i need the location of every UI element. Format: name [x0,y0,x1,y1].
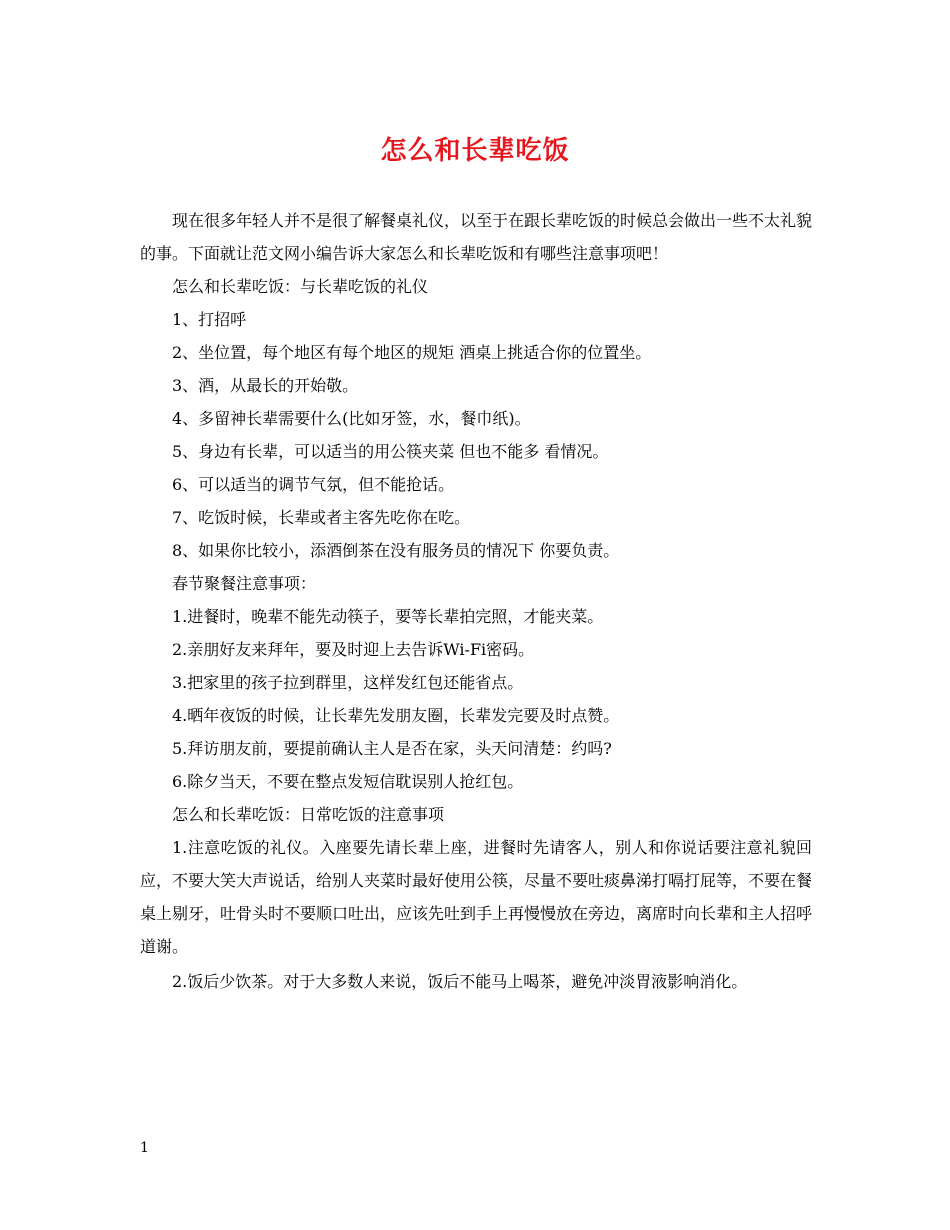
list-item: 3.把家里的孩子拉到群里，这样发红包还能省点。 [172,673,524,692]
list-item: 2.亲朋好友来拜年，要及时迎上去告诉Wi-Fi密码。 [172,640,535,659]
list-item: 6、可以适当的调节气氛，但不能抢话。 [172,475,455,494]
list-item: 1.进餐时，晚辈不能先动筷子，要等长辈拍完照，才能夹菜。 [172,607,604,626]
list-item: 8、如果你比较小，添酒倒茶在没有服务员的情况下 你要负责。 [172,541,620,560]
list-item: 5、身边有长辈，可以适当的用公筷夹菜 但也不能多 看情况。 [172,442,609,461]
list-item: 3、酒，从最长的开始敬。 [172,376,359,395]
list-item: 1、打招呼 [172,310,247,329]
section-heading: 怎么和长辈吃饭：与长辈吃饭的礼仪 [172,277,429,296]
page-title: 怎么和长辈吃饭 [380,136,570,166]
section-heading: 怎么和长辈吃饭：日常吃饭的注意事项 [172,805,445,824]
list-item: 1.注意吃饭的礼仪。入座要先请长辈上座，进餐时先请客人，别人和你说话要注意礼貌回应，不要大笑大声说话，给别人夹菜时最好使用公筷，尽量不要吐痰鼻涕打嗝打屁等，不要在餐桌上剔牙，吐骨头时不要顺口吐出，应该先吐到手上再慢慢放在旁边，离席时向长辈和主人招呼道谢。 [140,838,813,956]
section-heading: 春节聚餐注意事项： [172,574,317,593]
list-item: 4.晒年夜饭的时候，让长辈先发朋友圈，长辈发完要及时点赞。 [172,706,620,725]
list-item: 7、吃饭时候，长辈或者主客先吃你在吃。 [172,508,471,527]
list-item: 2、坐位置，每个地区有每个地区的规矩 酒桌上挑适合你的位置坐。 [172,343,652,362]
document-body [140,204,812,998]
page-number: 1 [140,1140,149,1156]
list-item: 4、多留神长辈需要什么(比如牙签，水，餐巾纸)。 [172,409,531,428]
list-item: 6.除夕当天，不要在整点发短信耽误别人抢红包。 [172,772,524,791]
list-item: 5.拜访朋友前，要提前确认主人是否在家，头天问清楚：约吗? [172,739,612,758]
intro-paragraph: 现在很多年轻人并不是很了解餐桌礼仪，以至于在跟长辈吃饭的时候总会做出一些不太礼貌的事。下面就让范文网小编告诉大家怎么和长辈吃饭和有哪些注意事项吧！ [140,211,813,263]
list-item: 2.饭后少饮茶。对于大多数人来说，饭后不能马上喝茶，避免冲淡胃液影响消化。 [172,972,748,991]
